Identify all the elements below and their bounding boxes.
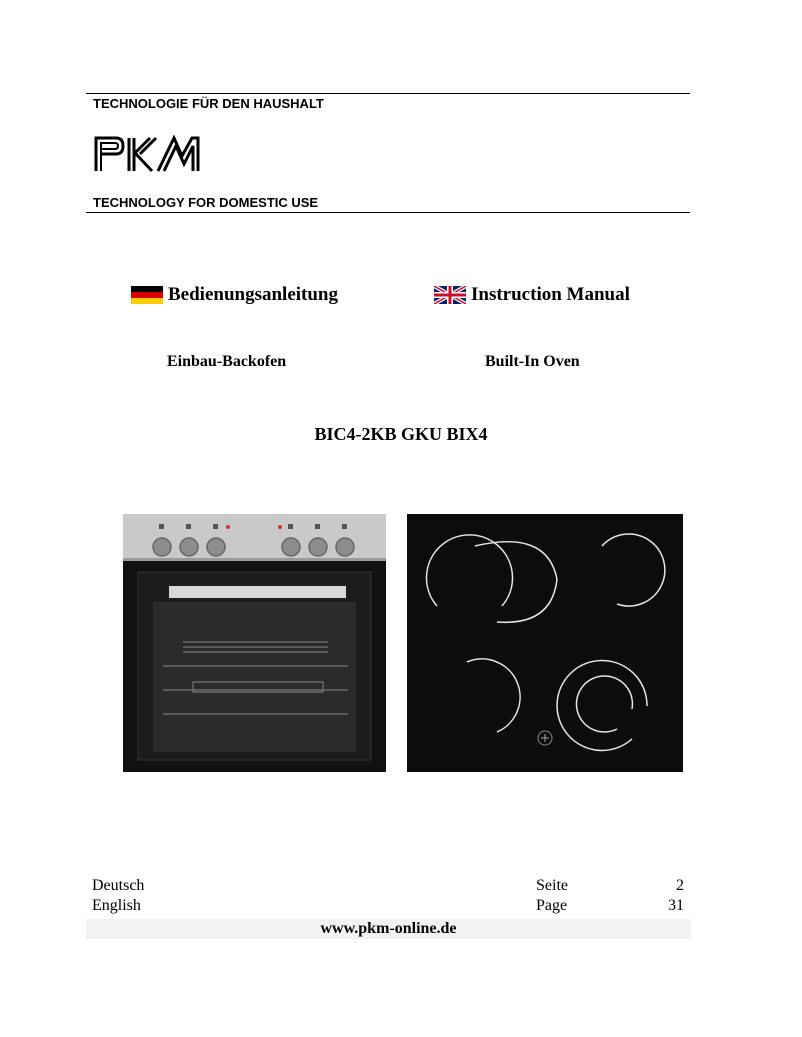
footer-label-en: Page [536, 897, 568, 914]
header-tagline-de: TECHNOLOGIE FÜR DEN HAUSHALT [86, 93, 690, 111]
footer-label-de: Seite [536, 877, 568, 894]
subtitle-english: Built-In Oven [485, 353, 580, 370]
footer-language-de: Deutsch [92, 877, 145, 894]
title-english [434, 284, 630, 306]
title-english-text: Instruction Manual [471, 284, 630, 305]
title-german-text: Bedienungsanleitung [168, 284, 338, 305]
header-tagline-en: TECHNOLOGY FOR DOMESTIC USE [86, 195, 690, 213]
footer-url[interactable]: www.pkm-online.de [86, 919, 691, 939]
subtitle-german: Einbau-Backofen [167, 353, 287, 370]
pkm-logo [92, 134, 212, 174]
footer-page-de: 2 [676, 877, 684, 894]
uk-flag-icon [434, 286, 466, 304]
model-number: BIC4-2KB GKU BIX4 [314, 424, 488, 444]
oven-image [123, 514, 386, 772]
footer-page-en: 31 [668, 897, 684, 914]
title-german [131, 284, 338, 306]
hob-image [407, 514, 683, 772]
german-flag-icon [131, 286, 163, 304]
footer-language-en: English [92, 897, 141, 914]
